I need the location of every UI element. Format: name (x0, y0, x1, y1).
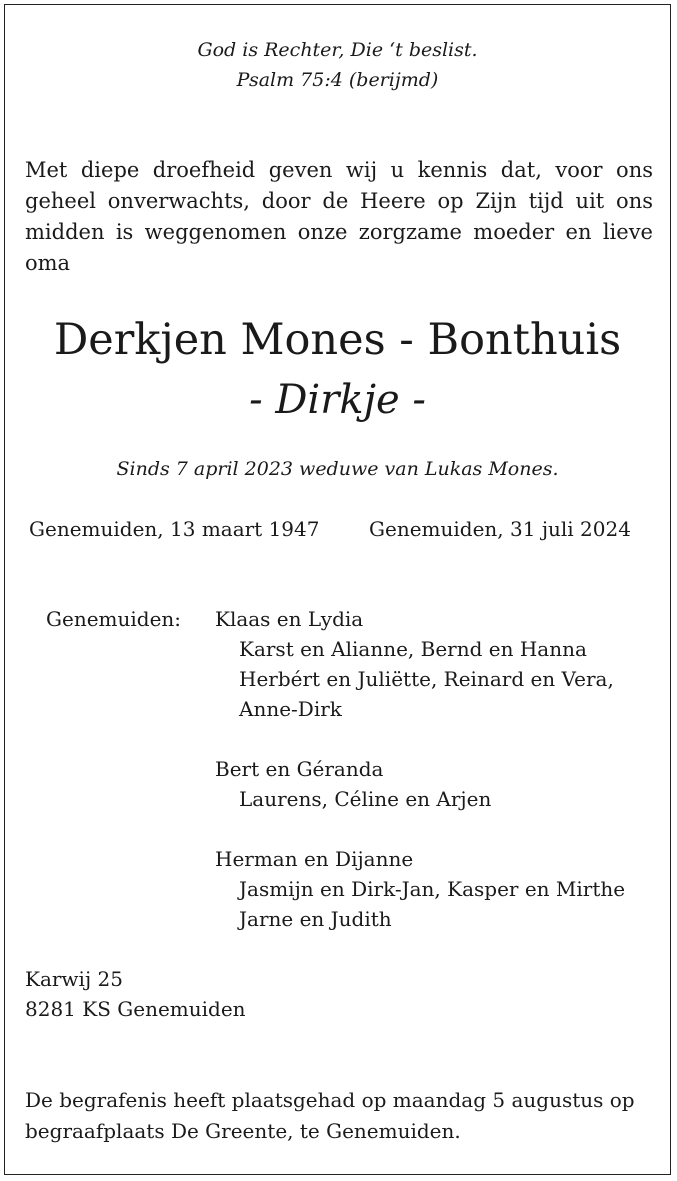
family-children: Laurens, Céline en Arjen (239, 787, 492, 811)
family-children: Anne-Dirk (239, 697, 342, 721)
deceased-name: Derkjen Mones - Bonthuis (53, 315, 622, 365)
family-children: Herbért en Juliëtte, Reinard en Vera, (239, 667, 614, 691)
death-notice (4, 4, 671, 1175)
quote-reference: Psalm 75:4 (berijmd) (236, 69, 439, 91)
family-children: Jarne en Judith (239, 907, 392, 931)
birth-date: Genemuiden, 13 maart 1947 (29, 517, 320, 541)
funeral-note: De begrafenis heeft plaatsgehad op maandag 5 augustus op begraafplaats De Greente, te Genemuiden. (25, 1088, 635, 1143)
family-parents: Klaas en Lydia (215, 607, 364, 631)
family-place: Genemuiden: (46, 607, 182, 631)
family-children: Karst en Alianne, Bernd en Hanna (239, 637, 587, 661)
address-city: 8281 KS Genemuiden (25, 997, 246, 1021)
family-parents: Herman en Dijanne (215, 847, 414, 871)
quote-line-1: God is Rechter, Die ‘t beslist. (197, 39, 478, 61)
family-children: Jasmijn en Dirk-Jan, Kasper en Mirthe (239, 877, 626, 901)
widow-note: Sinds 7 april 2023 weduwe van Lukas Mones. (116, 458, 559, 480)
address-street: Karwij 25 (25, 967, 123, 991)
deceased-nickname: - Dirkje - (249, 377, 426, 423)
intro-text: Met diepe droefheid geven wij u kennis dat, voor ons geheel onverwachts, door de Heere op Zijn tijd uit ons midden is weggenomen onze zorgzame moeder en lieve oma (25, 158, 653, 275)
family-parents: Bert en Géranda (215, 757, 384, 781)
death-date: Genemuiden, 31 juli 2024 (369, 517, 631, 541)
